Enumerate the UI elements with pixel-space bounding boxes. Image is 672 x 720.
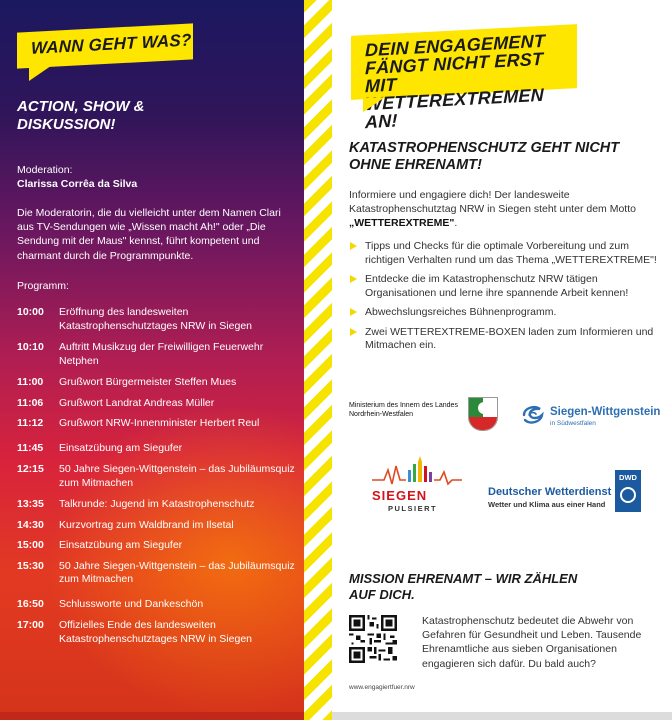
- siegen-wittgenstein-logo: [520, 402, 670, 430]
- program-time: 15:00: [17, 539, 44, 551]
- program-event: Einsatzübung am Siegufer: [59, 441, 183, 454]
- program-item: [17, 376, 297, 390]
- program-list: [17, 306, 297, 646]
- ministry-logo-text: Ministerium des Innern des Landes Nordrhein-Westfalen: [349, 402, 458, 419]
- program-time: 11:06: [17, 396, 44, 409]
- program-event: Grußwort Bürgermeister Steffen Mues: [59, 376, 237, 388]
- program-item: [17, 560, 297, 587]
- program-item: [17, 498, 297, 512]
- engagement-banner: DEIN ENGAGEMENT FÄNGT NICHT ERST MIT WETTEREXTREMEN AN!: [351, 24, 577, 100]
- sw-name: Siegen-Wittgenstein: [550, 406, 661, 418]
- program-event: Einsatzübung am Siegufer: [59, 539, 183, 551]
- program-time: 11:00: [17, 376, 44, 388]
- bullet-item: Entdecke die im Katastrophenschutz NRW tätigen Organisationen und lerne ihre spannende Arbeit kennen!: [349, 273, 665, 300]
- siegen-pulsiert-logo: [372, 456, 462, 516]
- pulse-skyline-icon: [372, 456, 462, 490]
- wave-swirl-icon: [520, 402, 546, 428]
- dwd-logo: [488, 470, 670, 516]
- bullet-item: Tipps und Checks für die optimale Vorbereitung und zum richtigen Verhalten rund um das Thema „WETTEREXTREME"!: [349, 240, 665, 267]
- moderator-name: Clarissa Corrêa da Silva: [17, 178, 138, 191]
- program-event: Schlussworte und Dankeschön: [59, 597, 204, 610]
- program-time: 10:00: [17, 306, 44, 318]
- program-item: [17, 341, 297, 368]
- program-event: 50 Jahre Siegen-Wittgenstein – das Jubiläumsquiz zum Mitmachen: [59, 463, 295, 489]
- mission-text: Katastrophenschutz bedeutet die Abwehr von Gefahren für Gesundheit und Leben. Tausende Ehrenamtliche aus sieben Organisationen engagieren sich dafür. Du bald auch?: [422, 615, 642, 670]
- bullet-item: Zwei WETTEREXTREME-BOXEN laden zum Informieren und Mitmachen ein.: [349, 326, 665, 353]
- bottom-bar: [332, 712, 672, 720]
- info-panel: [332, 0, 672, 720]
- engagement-url[interactable]: www.engagiertfuer.nrw: [349, 684, 415, 691]
- sw-sub: in Südwestfalen: [550, 420, 596, 427]
- moderator-description: Die Moderatorin, die du vielleicht unter dem Namen Clari aus TV-Sendungen wie „Wissen macht Ah!" oder „Die Sendung mit der Maus" kennst, führt kompetent und charmant durch die Programmpunkte.: [17, 207, 281, 262]
- program-event: 50 Jahre Siegen-Wittgenstein – das Jubiläumsquiz zum Mitmachen: [59, 559, 295, 585]
- program-event: Grußwort Landrat Andreas Müller: [59, 396, 215, 409]
- program-item: [17, 598, 297, 612]
- dwd-name: Deutscher Wetterdienst: [488, 486, 612, 498]
- program-time: 16:50: [17, 597, 44, 610]
- intro-body: Informiere und engagiere dich! Der landesweite Katastrophenschutztag NRW in Siegen steht unter dem Motto: [349, 189, 636, 216]
- diagonal-stripe-divider: [304, 0, 332, 720]
- program-panel: [0, 0, 304, 720]
- program-event: Talkrunde: Jugend im Katastrophenschutz: [59, 498, 255, 510]
- moderation-label: Moderation:: [17, 164, 73, 176]
- program-event: Eröffnung des landesweiten Katastrophenschutztages NRW in Siegen: [59, 306, 252, 332]
- program-item: [17, 539, 297, 553]
- nrw-crest-icon: [468, 397, 498, 431]
- program-item: [17, 306, 297, 333]
- motto: „WETTEREXTREME": [349, 217, 455, 230]
- intro-text: [349, 188, 659, 231]
- intro-end: .: [454, 217, 458, 230]
- moderation-block: [17, 163, 287, 191]
- feature-bullet-list: [349, 240, 665, 353]
- program-item: [17, 417, 297, 431]
- dwd-slogan: Wetter und Klima aus einer Hand: [488, 500, 606, 509]
- program-time: 15:30: [17, 559, 44, 572]
- siegen-word: SIEGEN: [372, 488, 428, 503]
- dwd-badge-label: DWD: [619, 473, 637, 482]
- program-time: 11:45: [17, 441, 44, 454]
- wann-geht-was-banner: WANN GEHT WAS?: [17, 23, 193, 68]
- bullet-item: Abwechslungsreiches Bühnenprogramm.: [349, 306, 665, 320]
- program-time: 13:35: [17, 498, 44, 510]
- pulsiert-word: PULSIERT: [388, 504, 438, 513]
- qr-code-icon[interactable]: [349, 615, 397, 663]
- program-event: Offizielles Ende des landesweiten Katastrophenschutztages NRW in Siegen: [59, 619, 252, 645]
- program-time: 11:12: [17, 417, 44, 429]
- program-time: 12:15: [17, 463, 44, 475]
- program-item: [17, 463, 297, 490]
- mission-headline: MISSION EHRENAMT – WIR ZÄHLEN AUF DICH.: [349, 571, 578, 602]
- program-item: [17, 442, 297, 456]
- action-show-headline: ACTION, SHOW & DISKUSSION!: [17, 98, 145, 133]
- program-label: Programm:: [17, 280, 69, 292]
- program-time: 17:00: [17, 619, 44, 631]
- program-time: 10:10: [17, 341, 44, 353]
- program-item: [17, 397, 297, 411]
- katastrophenschutz-headline: KATASTROPHENSCHUTZ GEHT NICHT OHNE EHRENAMT!: [349, 140, 620, 174]
- program-item: [17, 519, 297, 533]
- program-event: Grußwort NRW-Innenminister Herbert Reul: [59, 417, 260, 429]
- program-time: 14:30: [17, 518, 44, 531]
- program-event: Kurzvortrag zum Waldbrand im Ilsetal: [59, 518, 234, 531]
- program-event: Auftritt Musikzug der Freiwilligen Feuerwehr Netphen: [59, 341, 264, 367]
- dwd-badge-icon: [615, 470, 641, 512]
- program-item: [17, 619, 297, 646]
